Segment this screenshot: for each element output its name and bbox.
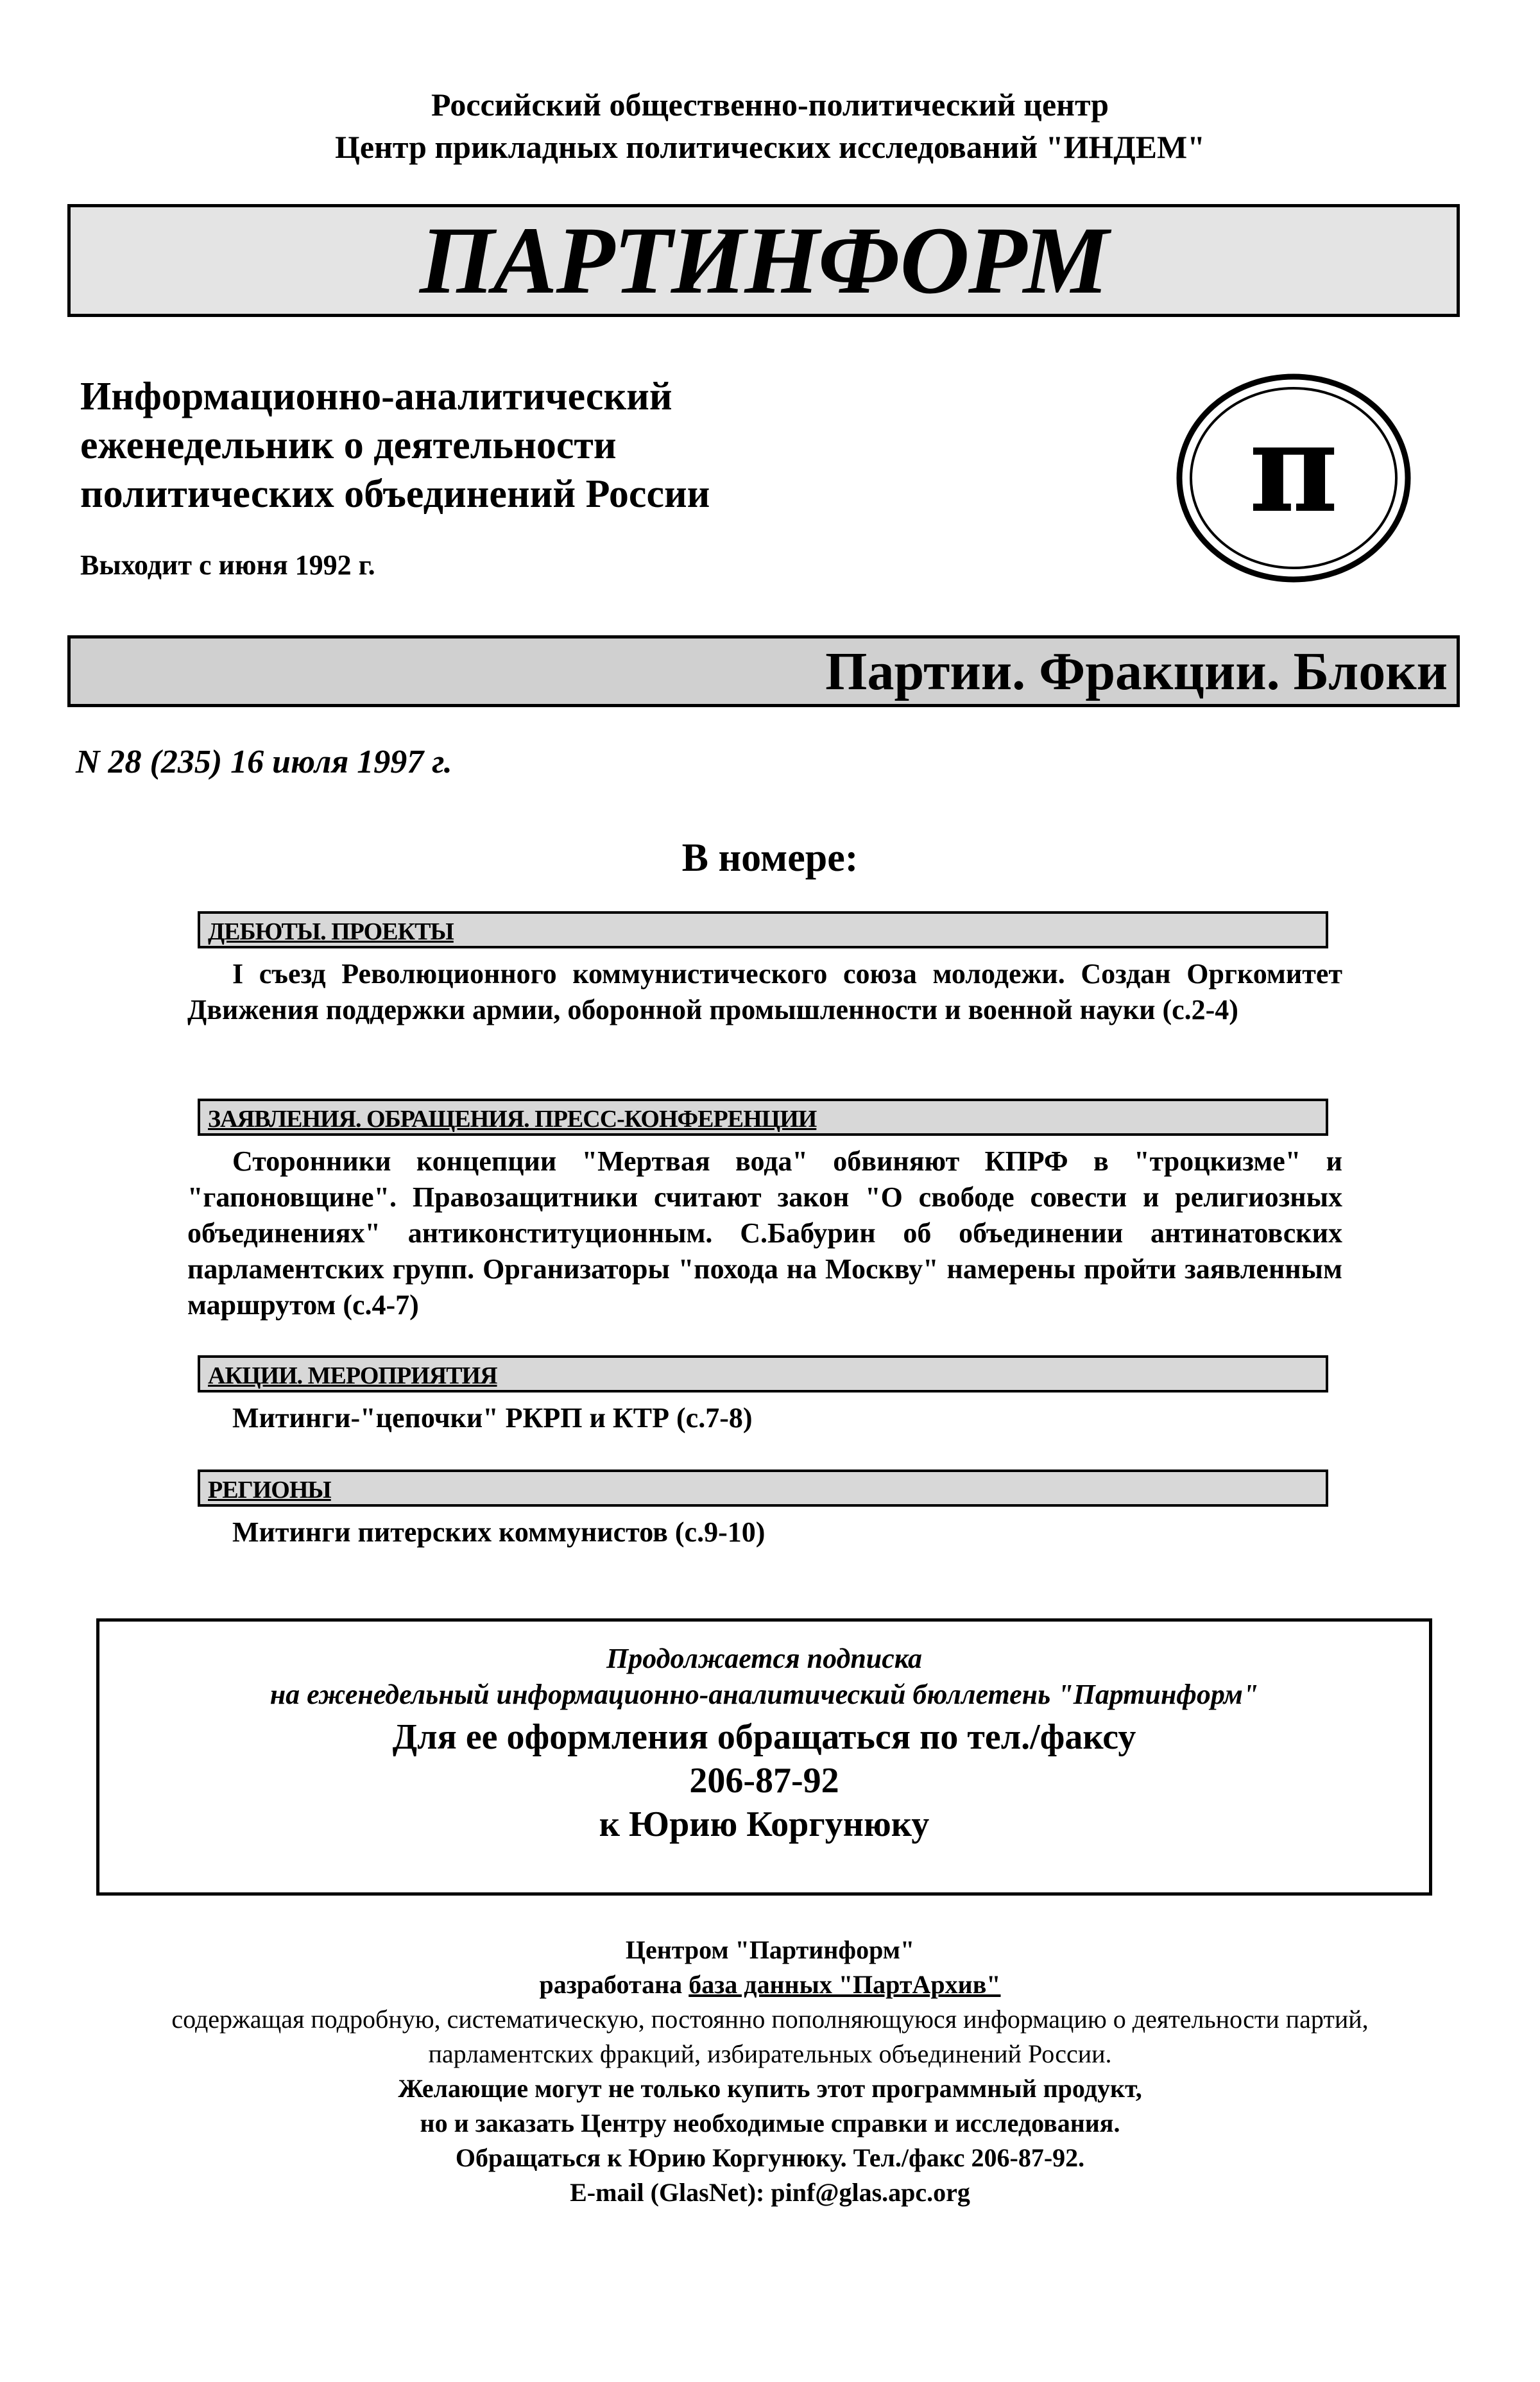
section-heading-regions <box>198 1469 1328 1507</box>
section-body-text: Сторонники концепции "Мертвая вода" обвиняют КПРФ в "троцкизме" и "гапоновщине". Правозащитники считают закон "О свободе совести и религиозных объединениях" антиконституционным. С.Бабурин об объединении антинатовских парламентских групп. Организаторы "похода на Москву" намерены пройти заявленным маршрутом (с.4-7) <box>187 1145 1342 1321</box>
section-heading-statements <box>198 1099 1328 1136</box>
footer-line-2-prefix: разработана <box>539 1970 689 1999</box>
org-line-1: Российский общественно-политический центр <box>431 87 1109 123</box>
section-heading-label: АКЦИИ. МЕРОПРИЯТИЯ <box>208 1362 497 1389</box>
subtitle-line-1: Информационно-аналитический <box>80 375 672 418</box>
footer-line-5: Желающие могут не только купить этот программный продукт, <box>398 2074 1142 2103</box>
organization-header <box>0 83 1540 168</box>
subscription-description: на еженедельный информационно-аналитический бюллетень "Партинформ" <box>270 1679 1259 1710</box>
subtitle-line-3: политических объединений России <box>80 472 710 516</box>
footer <box>0 1933 1540 2210</box>
section-body-text: I съезд Революционного коммунистического союза молодежи. Создан Оргкомитет Движения поддержки армии, оборонной промышленности и военной науки (с.2-4) <box>187 958 1342 1025</box>
footer-line-6: но и заказать Центру необходимые справки и исследования. <box>420 2109 1120 2138</box>
pi-logo-icon <box>1173 371 1414 585</box>
subscription-phone: 206-87-92 <box>689 1761 839 1801</box>
section-body-regions <box>187 1514 1342 1550</box>
title-banner <box>67 204 1460 317</box>
footer-line-4: парламентских фракций, избирательных объединений России. <box>428 2039 1112 2068</box>
footer-line-2 <box>0 1967 1540 2002</box>
section-body-debuts <box>187 956 1342 1028</box>
logo-letter: π <box>1249 397 1339 540</box>
publication-subtitle <box>80 372 710 518</box>
section-body-statements <box>187 1144 1342 1323</box>
database-link[interactable]: база данных "ПартАрхив" <box>689 1970 1001 1999</box>
footer-email[interactable]: E-mail (GlasNet): pinf@glas.apc.org <box>570 2178 970 2207</box>
section-body-actions <box>187 1400 1342 1436</box>
section-banner <box>67 635 1460 707</box>
issue-number: N 28 (235) 16 июля 1997 г. <box>76 744 452 780</box>
subscription-instruction: Для ее оформления обращаться по тел./факсу <box>392 1717 1136 1757</box>
section-heading-actions <box>198 1355 1328 1392</box>
section-title: Партии. Фракции. Блоки <box>825 642 1448 701</box>
subtitle-line-2: еженедельник о деятельности <box>80 424 617 467</box>
org-line-2: Центр прикладных политических исследований "ИНДЕМ" <box>335 129 1205 165</box>
contents-title: В номере: <box>681 836 859 880</box>
section-heading-label: ДЕБЮТЫ. ПРОЕКТЫ <box>208 918 454 945</box>
section-heading-label: РЕГИОНЫ <box>208 1477 331 1504</box>
subscription-box <box>96 1618 1432 1896</box>
subscription-heading: Продолжается подписка <box>606 1643 923 1674</box>
section-body-text: Митинги-"цепочки" РКРП и КТР (с.7-8) <box>232 1402 753 1434</box>
footer-line-3: содержащая подробную, систематическую, постоянно пополняющуюся информацию о деятельности партий, <box>171 2005 1369 2034</box>
section-heading-label: ЗАЯВЛЕНИЯ. ОБРАЩЕНИЯ. ПРЕСС-КОНФЕРЕНЦИИ <box>208 1106 817 1133</box>
subscription-contact: к Юрию Коргунюку <box>599 1804 930 1844</box>
publication-since: Выходит с июня 1992 г. <box>80 549 375 581</box>
section-body-text: Митинги питерских коммунистов (с.9-10) <box>232 1516 766 1548</box>
footer-line-1: Центром "Партинформ" <box>625 1935 915 1964</box>
footer-line-7: Обращаться к Юрию Коргунюку. Тел./факс 206-87-92. <box>455 2143 1085 2172</box>
section-heading-debuts <box>198 911 1328 948</box>
publication-title: ПАРТИНФОРМ <box>419 207 1108 314</box>
